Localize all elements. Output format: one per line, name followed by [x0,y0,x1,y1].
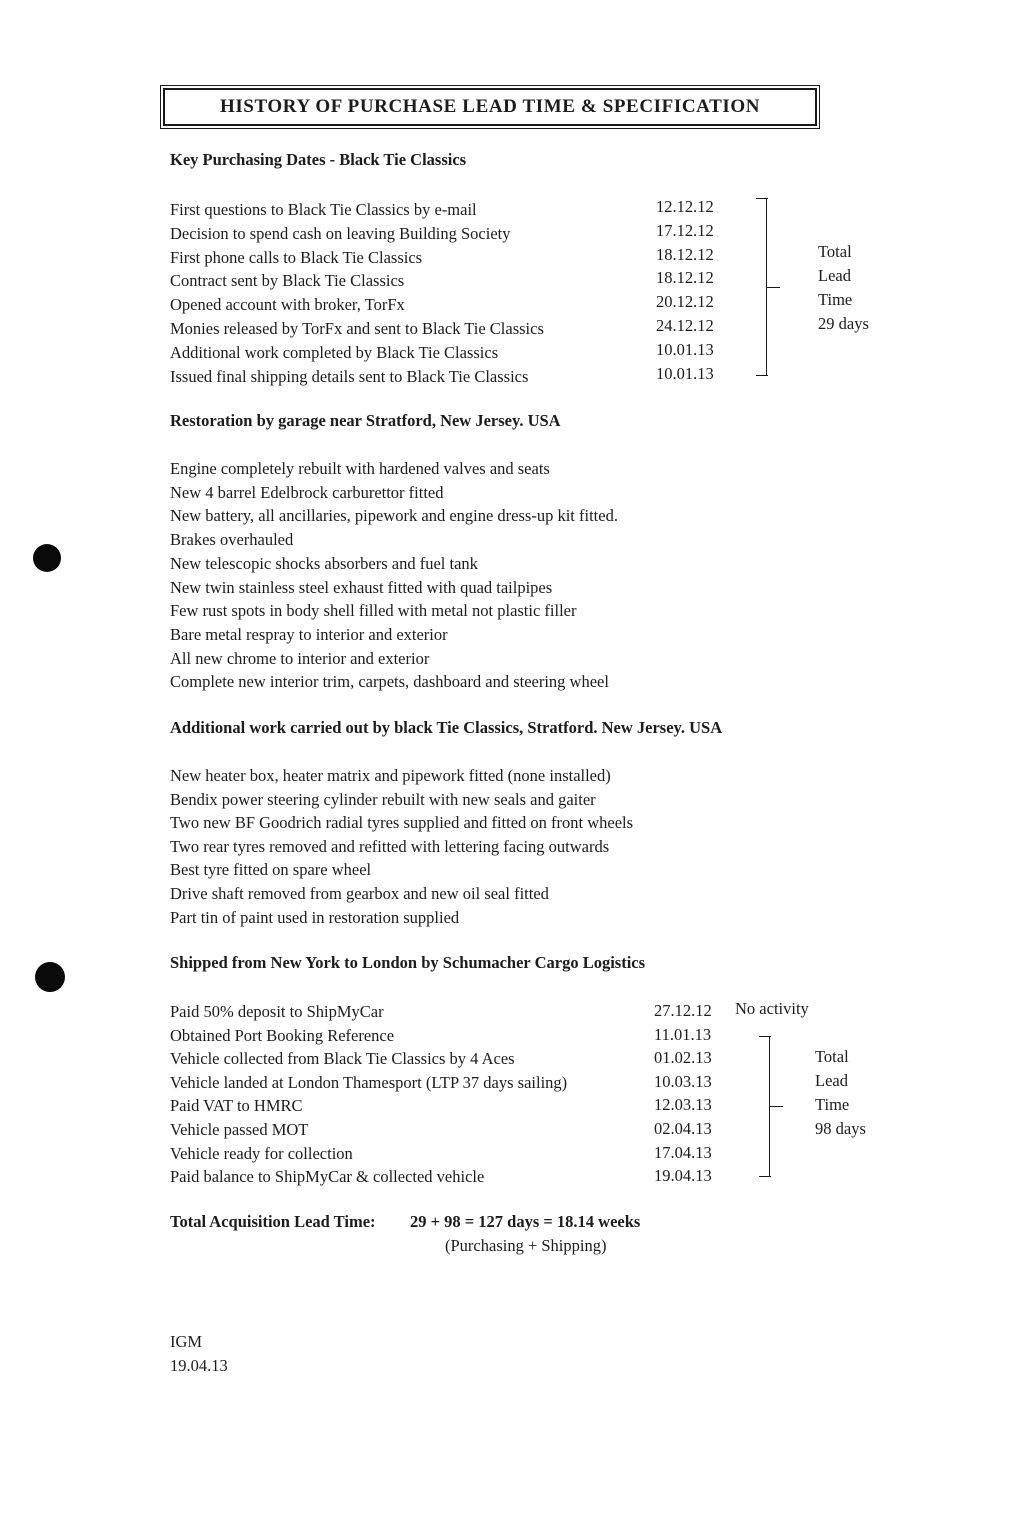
summary-value: 29 + 98 = 127 days = 18.14 weeks [410,1212,641,1231]
list-item: Issued final shipping details sent to Black Tie Classics [170,366,529,386]
restoration-heading: Restoration by garage near Stratford, New Jersey. USA [170,411,561,430]
list-item: Decision to spend cash on leaving Building Society [170,223,511,243]
list-item: Paid balance to ShipMyCar & collected vehicle [170,1167,485,1187]
signature-date: 19.04.13 [170,1356,228,1375]
shipping-lead-note [815,1045,866,1141]
list-item: Vehicle ready for collection [170,1143,353,1163]
list-item: Paid 50% deposit to ShipMyCar [170,1002,384,1021]
title-box [163,88,817,126]
lead-note-line: Total [815,1047,849,1066]
bracket-tick [766,287,780,288]
date-value: 19.04.13 [654,1166,712,1186]
shipping-dates [654,999,712,1188]
list-item: New telescopic shocks absorbers and fuel tank [170,553,478,573]
date-value: 11.01.13 [654,1024,712,1044]
signature-initials: IGM [170,1332,203,1351]
lead-note-line: Total [818,242,852,261]
lead-time-bracket [740,198,767,376]
signature-block [170,1330,228,1378]
summary-label: Total Acquisition Lead Time: [170,1212,376,1231]
date-value: 18.12.12 [656,244,714,264]
additional-heading: Additional work carried out by black Tie Classics, Stratford. New Jersey. USA [170,718,723,737]
punch-hole [35,962,65,992]
list-item: First phone calls to Black Tie Classics [170,247,423,267]
list-item: New battery, all ancillaries, pipework and engine dress-up kit fitted. [170,506,618,526]
date-value: 17.04.13 [654,1142,712,1162]
list-item: New twin stainless steel exhaust fitted with quad tailpipes [170,577,553,597]
list-item: Best tyre fitted on spare wheel [170,860,372,880]
summary-note: (Purchasing + Shipping) [445,1236,607,1255]
list-item: Brakes overhauled [170,530,294,550]
list-item: Obtained Port Booking Reference [170,1025,395,1045]
list-item: Few rust spots in body shell filled with metal not plastic filler [170,601,577,621]
list-item: New heater box, heater matrix and pipework fitted (none installed) [170,766,611,785]
punch-hole [33,544,61,572]
list-item: Paid VAT to HMRC [170,1096,303,1116]
list-item: Engine completely rebuilt with hardened valves and seats [170,459,550,478]
list-item: Contract sent by Black Tie Classics [170,271,405,291]
purchasing-lead-note [818,240,869,336]
list-item: Bendix power steering cylinder rebuilt with new seals and gaiter [170,789,596,809]
list-item: New 4 barrel Edelbrock carburettor fitted [170,482,444,502]
list-item: Part tin of paint used in restoration supplied [170,907,460,927]
date-value: 10.03.13 [654,1071,712,1091]
list-item: Two rear tyres removed and refitted with lettering facing outwards [170,836,610,856]
document-title: HISTORY OF PURCHASE LEAD TIME & SPECIFICATION [219,96,761,117]
purchasing-dates [656,195,714,385]
lead-note-line: 29 days [818,314,869,333]
restoration-list [170,457,618,694]
no-activity-note: No activity [735,999,809,1018]
list-item: Two new BF Goodrich radial tyres supplied and fitted on front wheels [170,813,634,833]
lead-note-line: Time [815,1095,850,1114]
date-value: 20.12.12 [656,292,714,312]
additional-list [170,764,633,929]
date-value: 02.04.13 [654,1118,712,1138]
purchasing-heading: Key Purchasing Dates - Black Tie Classics [170,150,467,169]
date-value: 12.03.13 [654,1095,712,1115]
list-item: Vehicle collected from Black Tie Classics by 4 Aces [170,1049,515,1069]
lead-note-line: Lead [815,1071,848,1090]
date-value: 01.02.13 [654,1048,712,1068]
list-item: All new chrome to interior and exterior [170,648,430,668]
date-value: 10.01.13 [656,363,714,383]
shipping-heading: Shipped from New York to London by Schumacher Cargo Logistics [170,953,646,972]
date-value: 17.12.12 [656,220,714,240]
list-item: Complete new interior trim, carpets, dashboard and steering wheel [170,672,609,692]
date-value: 27.12.12 [654,1001,712,1020]
list-item: Drive shaft removed from gearbox and new oil seal fitted [170,883,549,903]
purchasing-list [170,198,544,388]
date-value: 18.12.12 [656,268,714,288]
date-value: 24.12.12 [656,315,714,335]
date-value: 12.12.12 [656,197,714,216]
list-item: Vehicle landed at London Thamesport (LTP 37 days sailing) [170,1072,568,1092]
list-item: Additional work completed by Black Tie Classics [170,342,499,362]
lead-note-line: 98 days [815,1119,866,1138]
list-item: Vehicle passed MOT [170,1119,309,1139]
lead-note-line: Time [818,290,853,309]
lead-note-line: Lead [818,266,851,285]
list-item: Bare metal respray to interior and exterior [170,624,448,644]
shipping-list [170,1000,567,1189]
date-value: 10.01.13 [656,339,714,359]
bracket-tick [769,1106,783,1107]
list-item: First questions to Black Tie Classics by e-mail [170,200,477,219]
list-item: Opened account with broker, TorFx [170,295,405,315]
lead-time-bracket [744,1036,770,1177]
list-item: Monies released by TorFx and sent to Black Tie Classics [170,318,544,338]
